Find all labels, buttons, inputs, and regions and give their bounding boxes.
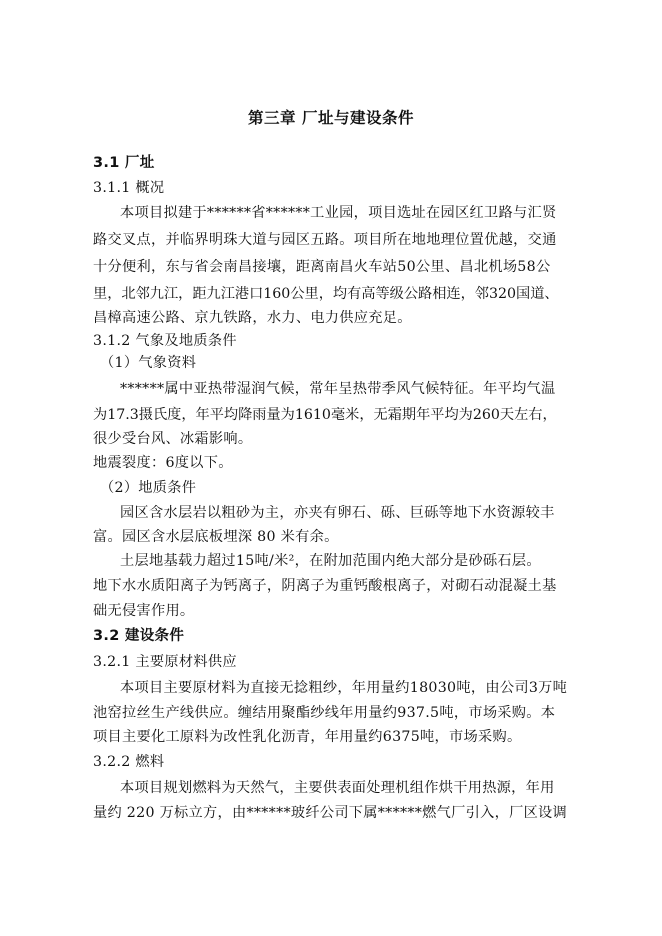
paragraph-line: 十分便利，东与省会南昌接壤，距离南昌火车站50公里、昌北机场58公 xyxy=(93,259,551,275)
paragraph-line: 础无侵害作用。 xyxy=(93,603,195,619)
paragraph-line: 很少受台风、冰霜影响。 xyxy=(93,431,253,447)
paragraph-line: 本项目主要原材料为直接无捻粗纱，年用量约18030吨，由公司3万吨 xyxy=(120,680,568,696)
chapter-title: 第三章 厂址与建设条件 xyxy=(248,109,414,127)
paragraph-line: 园区含水层岩以粗砂为主，亦夹有卵石、砾、巨砾等地下水资源较丰 xyxy=(120,505,555,521)
paragraph-line: 昌樟高速公路、京九铁路，水力、电力供应充足。 xyxy=(93,310,412,326)
paragraph-line: 项目主要化工原料为改性乳化沥青，年用量约6375吨，市场采购。 xyxy=(93,729,522,745)
paragraph-line: 路交叉点，并临界明珠大道与园区五路。项目所在地地理位置优越，交通 xyxy=(93,232,557,248)
subsection-heading-3-2-2: 3.2.2 燃料 xyxy=(93,754,165,770)
geology-heading: （2）地质条件 xyxy=(100,480,197,496)
paragraph-line: 富。园区含水层底板埋深 80 米有余。 xyxy=(93,529,339,545)
paragraph-line: 为17.3摄氏度，年平均降雨量为1610毫米，无霜期年平均为260天左右， xyxy=(93,407,557,423)
section-heading-3-2: 3.2 建设条件 xyxy=(93,628,185,644)
paragraph-line: 本项目规划燃料为天然气，主要供表面处理机组作烘干用热源，年用 xyxy=(120,780,555,796)
paragraph-line: 里，北邻九江，距九江港口160公里，均有高等级公路相连，邻320国道、 xyxy=(93,286,559,302)
subsection-heading-3-1-1: 3.1.1 概况 xyxy=(93,180,165,196)
paragraph-line: 土层地基载力超过15吨/米²，在附加范围内绝大部分是砂砾石层。 xyxy=(120,553,541,569)
seismic-note: 地震裂度：6度以下。 xyxy=(93,455,233,471)
section-heading-3-1: 3.1 厂址 xyxy=(93,155,155,171)
subsection-heading-3-2-1: 3.2.1 主要原材料供应 xyxy=(93,654,237,670)
subsection-heading-3-1-2: 3.1.2 气象及地质条件 xyxy=(93,333,237,349)
paragraph-line: 池窑拉丝生产线供应。缠结用聚酯纱线年用量约937.5吨，市场采购。本 xyxy=(93,705,556,721)
paragraph-line: 本项目拟建于******省******工业园，项目选址在园区红卫路与汇贤 xyxy=(120,205,557,221)
weather-heading: （1）气象资料 xyxy=(100,355,197,371)
paragraph-line: 地下水水质阳离子为钙离子，阴离子为重钙酸根离子，对砌石动混凝土基 xyxy=(93,578,557,594)
paragraph-line: ******属中亚热带湿润气候，常年呈热带季风气候特征。年平均气温 xyxy=(120,381,556,397)
paragraph-line: 量约 220 万标立方，由******玻纤公司下属******燃气厂引入，厂区设调 xyxy=(93,805,568,821)
